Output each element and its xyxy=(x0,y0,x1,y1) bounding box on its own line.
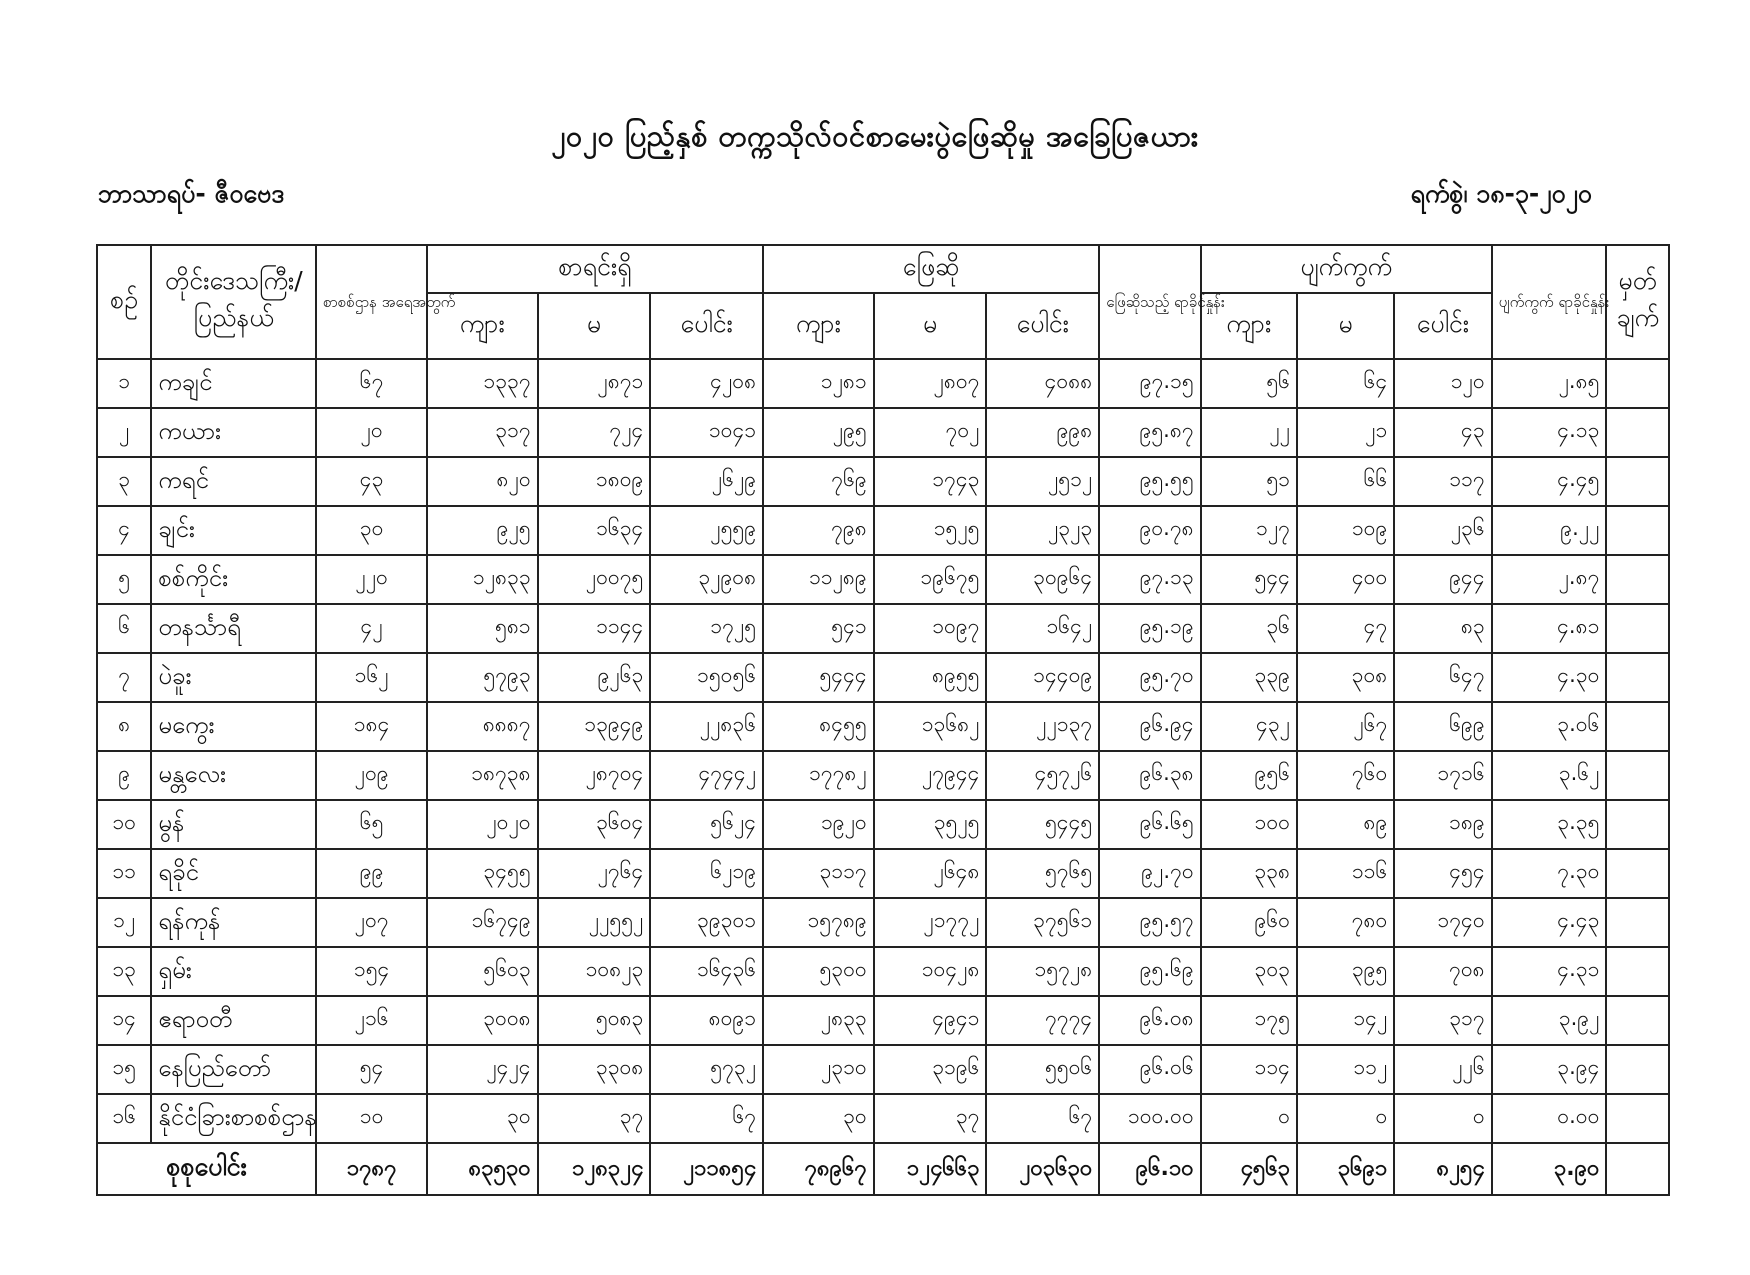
sat-female: ၄၉၄၁ xyxy=(874,996,987,1045)
remarks-cell xyxy=(1606,1045,1669,1094)
absent-percent: ၂.၈၅ xyxy=(1492,359,1607,408)
registered-total: ၆၂၁၉ xyxy=(650,849,763,898)
total-absent-female: ၃၆၉၁ xyxy=(1297,1143,1394,1195)
absent-percent: ၃.၀၆ xyxy=(1492,702,1607,751)
sat-male: ၅၃၀၀ xyxy=(763,947,874,996)
registered-total: ၄၇၄၄၂ xyxy=(650,751,763,800)
sat-male: ၇၆၉ xyxy=(763,457,874,506)
row-number: ၈ xyxy=(97,702,151,751)
absent-percent: ၄.၃၀ xyxy=(1492,653,1607,702)
sat-percent: ၉၆.၀၈ xyxy=(1099,996,1200,1045)
remarks-cell xyxy=(1606,457,1669,506)
sat-female: ၁၉၆၇၅ xyxy=(874,555,987,604)
total-label: စုစုပေါင်း xyxy=(97,1143,316,1195)
table-row xyxy=(97,1045,1669,1094)
registered-total: ၃၂၉၀၈ xyxy=(650,555,763,604)
registered-male: ၅၈၁ xyxy=(427,604,538,653)
sat-female: ၃၇ xyxy=(874,1094,987,1143)
sat-male: ၁၅၇၈၉ xyxy=(763,898,874,947)
sat-total: ၆၇ xyxy=(986,1094,1099,1143)
registered-total: ၁၇၂၅ xyxy=(650,604,763,653)
row-number: ၆ xyxy=(97,604,151,653)
sat-total: ၁၅၇၂၈ xyxy=(986,947,1099,996)
row-number: ၁၁ xyxy=(97,849,151,898)
absent-total: ၀ xyxy=(1394,1094,1491,1143)
remarks-cell xyxy=(1606,751,1669,800)
sat-percent: ၉၆.၆၅ xyxy=(1099,800,1200,849)
sat-total: ၂၅၁၂ xyxy=(986,457,1099,506)
sat-female: ၁၀၉၇ xyxy=(874,604,987,653)
sat-female: ၂၁၇၇၂ xyxy=(874,898,987,947)
centers-count: ၂၀ xyxy=(316,408,427,457)
sat-percent: ၉၅.၈၇ xyxy=(1099,408,1200,457)
absent-male: ၅၁ xyxy=(1201,457,1297,506)
remarks-cell xyxy=(1606,1094,1669,1143)
header-male: ကျား xyxy=(427,293,538,359)
table-row xyxy=(97,506,1669,555)
registered-female: ၁၈၀၉ xyxy=(538,457,651,506)
registered-total: ၂၂၈၃၆ xyxy=(650,702,763,751)
absent-percent: ၃.၃၅ xyxy=(1492,800,1607,849)
absent-percent: ၃.၉၄ xyxy=(1492,1045,1607,1094)
registered-total: ၂၅၅၉ xyxy=(650,506,763,555)
total-registered-female: ၁၂၈၃၂၄ xyxy=(538,1143,651,1195)
total-remarks xyxy=(1606,1143,1669,1195)
sat-female: ၈၉၅၅ xyxy=(874,653,987,702)
header-total: ပေါင်း xyxy=(986,293,1099,359)
header-remarks: မှတ် ချက် xyxy=(1606,245,1669,359)
table-row xyxy=(97,1094,1669,1143)
total-sat-percent: ၉၆.၁၀ xyxy=(1099,1143,1200,1195)
absent-total: ၈၃ xyxy=(1394,604,1491,653)
absent-percent: ၃.၉၂ xyxy=(1492,996,1607,1045)
absent-male: ၅၄၄ xyxy=(1201,555,1297,604)
sat-total: ၅၄၄၅ xyxy=(986,800,1099,849)
sat-total: ၇၇၇၄ xyxy=(986,996,1099,1045)
absent-female: ၄၀၀ xyxy=(1297,555,1394,604)
registered-male: ၁၃၃၇ xyxy=(427,359,538,408)
header-male: ကျား xyxy=(1201,293,1297,359)
row-number: ၁၃ xyxy=(97,947,151,996)
registered-female: ၁၆၃၄ xyxy=(538,506,651,555)
registered-female: ၂၈၇၀၄ xyxy=(538,751,651,800)
absent-total: ၂၂၆ xyxy=(1394,1045,1491,1094)
centers-count: ၉၉ xyxy=(316,849,427,898)
remarks-cell xyxy=(1606,506,1669,555)
remarks-cell xyxy=(1606,555,1669,604)
registered-male: ၁၆၇၄၉ xyxy=(427,898,538,947)
absent-total: ၁၇၁၆ xyxy=(1394,751,1491,800)
sat-female: ၃၁၉၆ xyxy=(874,1045,987,1094)
sat-female: ၁၃၆၈၂ xyxy=(874,702,987,751)
total-absent-male: ၄၅၆၃ xyxy=(1201,1143,1297,1195)
absent-total: ၆၉၉ xyxy=(1394,702,1491,751)
sat-male: ၃၁၁၇ xyxy=(763,849,874,898)
header-female: မ xyxy=(1297,293,1394,359)
absent-male: ၃၃၉ xyxy=(1201,653,1297,702)
region-name: ချင်း xyxy=(151,506,316,555)
header-sat: ဖြေဆို xyxy=(763,245,1099,293)
row-number: ၁၄ xyxy=(97,996,151,1045)
sat-male: ၈၄၅၅ xyxy=(763,702,874,751)
region-name: ပဲခူး xyxy=(151,653,316,702)
sat-total: ၃၇၅၆၁ xyxy=(986,898,1099,947)
sat-total: ၉၉၈ xyxy=(986,408,1099,457)
absent-percent: ၄.၄၃ xyxy=(1492,898,1607,947)
sat-percent: ၉၆.၃၈ xyxy=(1099,751,1200,800)
sat-percent: ၉၆.၉၄ xyxy=(1099,702,1200,751)
absent-total: ၁၂၀ xyxy=(1394,359,1491,408)
absent-male: ၁၀၀ xyxy=(1201,800,1297,849)
absent-male: ၃၃၈ xyxy=(1201,849,1297,898)
header-sat-percent: ဖြေဆိုသည့် ရာခိုင်နှုန်း xyxy=(1099,245,1200,359)
absent-percent: ၇.၃၀ xyxy=(1492,849,1607,898)
header-total: ပေါင်း xyxy=(650,293,763,359)
sat-female: ၂၆၄၈ xyxy=(874,849,987,898)
registered-male: ၁၈၇၃၈ xyxy=(427,751,538,800)
absent-male: ၉၅၆ xyxy=(1201,751,1297,800)
header-row-1 xyxy=(97,245,1669,293)
table-row xyxy=(97,359,1669,408)
sat-female: ၁၇၄၃ xyxy=(874,457,987,506)
sat-total: ၁၆၄၂ xyxy=(986,604,1099,653)
absent-male: ၁၁၄ xyxy=(1201,1045,1297,1094)
sat-total: ၄၀၈၈ xyxy=(986,359,1099,408)
row-number: ၄ xyxy=(97,506,151,555)
absent-percent: ၂.၈၇ xyxy=(1492,555,1607,604)
absent-female: ၃၀၈ xyxy=(1297,653,1394,702)
sat-total: ၅၅၀၆ xyxy=(986,1045,1099,1094)
registered-female: ၇၂၄ xyxy=(538,408,651,457)
sat-male: ၃၀ xyxy=(763,1094,874,1143)
registered-female: ၂၀၀၇၅ xyxy=(538,555,651,604)
registered-male: ၅၆၀၃ xyxy=(427,947,538,996)
centers-count: ၁၈၄ xyxy=(316,702,427,751)
absent-male: ၃၀၃ xyxy=(1201,947,1297,996)
sat-female: ၇၀၂ xyxy=(874,408,987,457)
table-row xyxy=(97,408,1669,457)
region-name: ကရင် xyxy=(151,457,316,506)
registered-male: ၂၀၂၀ xyxy=(427,800,538,849)
row-number: ၁၆ xyxy=(97,1094,151,1143)
sat-total: ၁၄၄၀၉ xyxy=(986,653,1099,702)
region-name: မွန် xyxy=(151,800,316,849)
absent-total: ၇၀၈ xyxy=(1394,947,1491,996)
remarks-cell xyxy=(1606,947,1669,996)
header-total: ပေါင်း xyxy=(1394,293,1491,359)
absent-total: ၄၃ xyxy=(1394,408,1491,457)
absent-female: ၈၉ xyxy=(1297,800,1394,849)
absent-male: ၀ xyxy=(1201,1094,1297,1143)
centers-count: ၅၄ xyxy=(316,1045,427,1094)
absent-female: ၂၆၇ xyxy=(1297,702,1394,751)
registered-total: ၁၀၄၁ xyxy=(650,408,763,457)
table-row xyxy=(97,996,1669,1045)
sat-percent: ၉၅.၇၀ xyxy=(1099,653,1200,702)
header-male: ကျား xyxy=(763,293,874,359)
absent-female: ၄၇ xyxy=(1297,604,1394,653)
sat-percent: ၉၀.၇၈ xyxy=(1099,506,1200,555)
registered-male: ၈၂၀ xyxy=(427,457,538,506)
subject-label: ဘာသာရပ်- ဇီဝဗေဒ xyxy=(98,179,285,208)
remarks-cell xyxy=(1606,604,1669,653)
absent-total: ၃၁၇ xyxy=(1394,996,1491,1045)
date-label: ရက်စွဲ၊ ၁၈-၃-၂၀၂၀ xyxy=(1410,179,1592,208)
absent-percent: ၄.၄၅ xyxy=(1492,457,1607,506)
region-name: ရန်ကုန် xyxy=(151,898,316,947)
header-female: မ xyxy=(538,293,651,359)
absent-percent: ၉.၂၂ xyxy=(1492,506,1607,555)
absent-total: ၁၇၄၀ xyxy=(1394,898,1491,947)
registered-female: ၃၆၀၄ xyxy=(538,800,651,849)
registered-female: ၂၂၅၅၂ xyxy=(538,898,651,947)
absent-total: ၂၃၆ xyxy=(1394,506,1491,555)
region-name: နေပြည်တော် xyxy=(151,1045,316,1094)
total-row xyxy=(97,1143,1669,1195)
absent-female: ၁၁၂ xyxy=(1297,1045,1394,1094)
sat-male: ၂၃၁၀ xyxy=(763,1045,874,1094)
sat-percent: ၉၇.၁၅ xyxy=(1099,359,1200,408)
registered-total: ၃၉၃၀၁ xyxy=(650,898,763,947)
sat-percent: ၉၅.၆၉ xyxy=(1099,947,1200,996)
absent-percent: ၄.၈၁ xyxy=(1492,604,1607,653)
table-row xyxy=(97,947,1669,996)
total-sat-total: ၂၀၃၆၃၀ xyxy=(986,1143,1099,1195)
header-registered: စာရင်းရှိ xyxy=(427,245,763,293)
registered-male: ၁၂၈၃၃ xyxy=(427,555,538,604)
centers-count: ၆၇ xyxy=(316,359,427,408)
absent-female: ၁၄၂ xyxy=(1297,996,1394,1045)
absent-male: ၉၆၀ xyxy=(1201,898,1297,947)
total-registered-male: ၈၃၅၃၀ xyxy=(427,1143,538,1195)
table-row xyxy=(97,849,1669,898)
absent-total: ၁၁၇ xyxy=(1394,457,1491,506)
sat-female: ၂၈၀၇ xyxy=(874,359,987,408)
region-name: ဧရာဝတီ xyxy=(151,996,316,1045)
table-row xyxy=(97,555,1669,604)
registered-female: ၃၃၀၈ xyxy=(538,1045,651,1094)
row-number: ၁ xyxy=(97,359,151,408)
remarks-cell xyxy=(1606,359,1669,408)
centers-count: ၂၂၀ xyxy=(316,555,427,604)
page-title: ၂၀၂၀ ပြည့်နှစ် တက္ကသိုလ်ဝင်စာမေးပွဲဖြေဆိုမှု အခြေပြဇယား xyxy=(551,119,1199,153)
registered-total: ၁၅၀၅၆ xyxy=(650,653,763,702)
total-centers: ၁၇၈၇ xyxy=(316,1143,427,1195)
sat-male: ၁၂၈၁ xyxy=(763,359,874,408)
sat-percent: ၉၅.၅၇ xyxy=(1099,898,1200,947)
sat-male: ၂၉၅ xyxy=(763,408,874,457)
absent-male: ၁၇၅ xyxy=(1201,996,1297,1045)
sat-female: ၂၇၉၄၄ xyxy=(874,751,987,800)
centers-count: ၂၁၆ xyxy=(316,996,427,1045)
registered-total: ၁၆၄၃၆ xyxy=(650,947,763,996)
region-name: နိုင်ငံခြားစာစစ်ဌာန xyxy=(151,1094,316,1143)
absent-female: ၇၈၀ xyxy=(1297,898,1394,947)
registered-male: ၃၄၅၅ xyxy=(427,849,538,898)
registered-male: ၃၁၇ xyxy=(427,408,538,457)
header-centers: စာစစ်ဌာန အရေအတွက် xyxy=(316,245,427,359)
centers-count: ၆၅ xyxy=(316,800,427,849)
absent-percent: ၃.၆၂ xyxy=(1492,751,1607,800)
region-name: မန္တလေး xyxy=(151,751,316,800)
header-absent-percent: ပျက်ကွက် ရာခိုင်နှုန်း xyxy=(1492,245,1607,359)
total-sat-female: ၁၂၄၆၆၃ xyxy=(874,1143,987,1195)
region-name: မကွေး xyxy=(151,702,316,751)
absent-female: ၃၉၅ xyxy=(1297,947,1394,996)
registered-male: ၃၀ xyxy=(427,1094,538,1143)
registered-female: ၁၃၉၄၉ xyxy=(538,702,651,751)
absent-female: ၁၀၉ xyxy=(1297,506,1394,555)
registered-male: ၂၄၂၄ xyxy=(427,1045,538,1094)
registered-total: ၈၀၉၁ xyxy=(650,996,763,1045)
registered-female: ၅၀၈၃ xyxy=(538,996,651,1045)
remarks-cell xyxy=(1606,800,1669,849)
row-number: ၉ xyxy=(97,751,151,800)
registered-male: ၈၈၈၇ xyxy=(427,702,538,751)
header-no: စဉ် xyxy=(97,245,151,359)
centers-count: ၄၂ xyxy=(316,604,427,653)
remarks-cell xyxy=(1606,408,1669,457)
sat-male: ၁၉၂၀ xyxy=(763,800,874,849)
table-row xyxy=(97,898,1669,947)
absent-percent: ၄.၁၃ xyxy=(1492,408,1607,457)
sat-female: ၁၀၄၂၈ xyxy=(874,947,987,996)
sat-total: ၂၃၂၃ xyxy=(986,506,1099,555)
region-name: ရခိုင် xyxy=(151,849,316,898)
absent-female: ၇၆၀ xyxy=(1297,751,1394,800)
remarks-cell xyxy=(1606,702,1669,751)
sat-percent: ၉၆.၀၆ xyxy=(1099,1045,1200,1094)
absent-female: ၂၁ xyxy=(1297,408,1394,457)
centers-count: ၂၀၉ xyxy=(316,751,427,800)
row-number: ၁၅ xyxy=(97,1045,151,1094)
sat-total: ၅၇၆၅ xyxy=(986,849,1099,898)
total-registered-total: ၂၁၁၈၅၄ xyxy=(650,1143,763,1195)
region-name: ရှမ်း xyxy=(151,947,316,996)
absent-male: ၄၃၂ xyxy=(1201,702,1297,751)
total-absent-total: ၈၂၅၄ xyxy=(1394,1143,1491,1195)
table-row xyxy=(97,751,1669,800)
row-number: ၃ xyxy=(97,457,151,506)
absent-percent: ၄.၃၁ xyxy=(1492,947,1607,996)
sat-percent: ၉၇.၁၃ xyxy=(1099,555,1200,604)
sat-male: ၁၇၇၈၂ xyxy=(763,751,874,800)
header-female: မ xyxy=(874,293,987,359)
registered-female: ၂၈၇၁ xyxy=(538,359,651,408)
header-absent: ပျက်ကွက် xyxy=(1201,245,1492,293)
sat-male: ၁၁၂၈၉ xyxy=(763,555,874,604)
remarks-cell xyxy=(1606,996,1669,1045)
sat-male: ၇၉၈ xyxy=(763,506,874,555)
centers-count: ၄၃ xyxy=(316,457,427,506)
region-name: ကယား xyxy=(151,408,316,457)
row-number: ၂ xyxy=(97,408,151,457)
absent-total: ၄၅၄ xyxy=(1394,849,1491,898)
sat-percent: ၉၂.၇၀ xyxy=(1099,849,1200,898)
registered-total: ၅၆၂၄ xyxy=(650,800,763,849)
table-row xyxy=(97,457,1669,506)
registered-female: ၁၁၄၄ xyxy=(538,604,651,653)
absent-total: ၉၄၄ xyxy=(1394,555,1491,604)
total-sat-male: ၇၈၉၆၇ xyxy=(763,1143,874,1195)
centers-count: ၃၀ xyxy=(316,506,427,555)
absent-male: ၂၂ xyxy=(1201,408,1297,457)
absent-male: ၅၆ xyxy=(1201,359,1297,408)
registered-total: ၄၂၀၈ xyxy=(650,359,763,408)
row-number: ၅ xyxy=(97,555,151,604)
sat-percent: ၉၅.၅၅ xyxy=(1099,457,1200,506)
absent-female: ၁၁၆ xyxy=(1297,849,1394,898)
registered-total: ၂၆၂၉ xyxy=(650,457,763,506)
absent-male: ၁၂၇ xyxy=(1201,506,1297,555)
region-name: တနင်္သာရီ xyxy=(151,604,316,653)
sat-total: ၃၀၉၆၄ xyxy=(986,555,1099,604)
centers-count: ၁၅၄ xyxy=(316,947,427,996)
sat-male: ၂၈၃၃ xyxy=(763,996,874,1045)
remarks-cell xyxy=(1606,653,1669,702)
remarks-cell xyxy=(1606,849,1669,898)
region-name: ကချင် xyxy=(151,359,316,408)
sat-total: ၂၂၁၃၇ xyxy=(986,702,1099,751)
registered-female: ၉၂၆၃ xyxy=(538,653,651,702)
centers-count: ၂၀၇ xyxy=(316,898,427,947)
sat-total: ၄၅၇၂၆ xyxy=(986,751,1099,800)
registered-male: ၉၂၅ xyxy=(427,506,538,555)
absent-female: ၆၄ xyxy=(1297,359,1394,408)
registered-male: ၅၇၉၃ xyxy=(427,653,538,702)
registered-female: ၁၀၈၂၃ xyxy=(538,947,651,996)
centers-count: ၁၀ xyxy=(316,1094,427,1143)
header-region: တိုင်းဒေသကြီး/ ပြည်နယ် xyxy=(151,245,316,359)
registered-female: ၂၇၆၄ xyxy=(538,849,651,898)
registered-total: ၅၇၃၂ xyxy=(650,1045,763,1094)
total-absent-percent: ၃.၉၀ xyxy=(1492,1143,1607,1195)
absent-female: ၆၆ xyxy=(1297,457,1394,506)
sat-percent: ၉၅.၁၉ xyxy=(1099,604,1200,653)
centers-count: ၁၆၂ xyxy=(316,653,427,702)
row-number: ၁၀ xyxy=(97,800,151,849)
sat-male: ၅၄၄၄ xyxy=(763,653,874,702)
sat-male: ၅၄၁ xyxy=(763,604,874,653)
sat-percent: ၁၀၀.၀၀ xyxy=(1099,1094,1200,1143)
table-row xyxy=(97,800,1669,849)
region-name: စစ်ကိုင်း xyxy=(151,555,316,604)
registered-male: ၃၀၀၈ xyxy=(427,996,538,1045)
row-number: ၁၂ xyxy=(97,898,151,947)
table-body xyxy=(97,359,1669,1143)
absent-total: ၆၄၇ xyxy=(1394,653,1491,702)
remarks-cell xyxy=(1606,898,1669,947)
registered-total: ၆၇ xyxy=(650,1094,763,1143)
registered-female: ၃၇ xyxy=(538,1094,651,1143)
sat-female: ၃၅၂၅ xyxy=(874,800,987,849)
absent-total: ၁၈၉ xyxy=(1394,800,1491,849)
absent-female: ၀ xyxy=(1297,1094,1394,1143)
table-row xyxy=(97,702,1669,751)
absent-percent: ၀.၀၀ xyxy=(1492,1094,1607,1143)
table-row xyxy=(97,653,1669,702)
sat-female: ၁၅၂၅ xyxy=(874,506,987,555)
row-number: ၇ xyxy=(97,653,151,702)
results-table xyxy=(96,244,1670,1196)
table-row xyxy=(97,604,1669,653)
absent-male: ၃၆ xyxy=(1201,604,1297,653)
